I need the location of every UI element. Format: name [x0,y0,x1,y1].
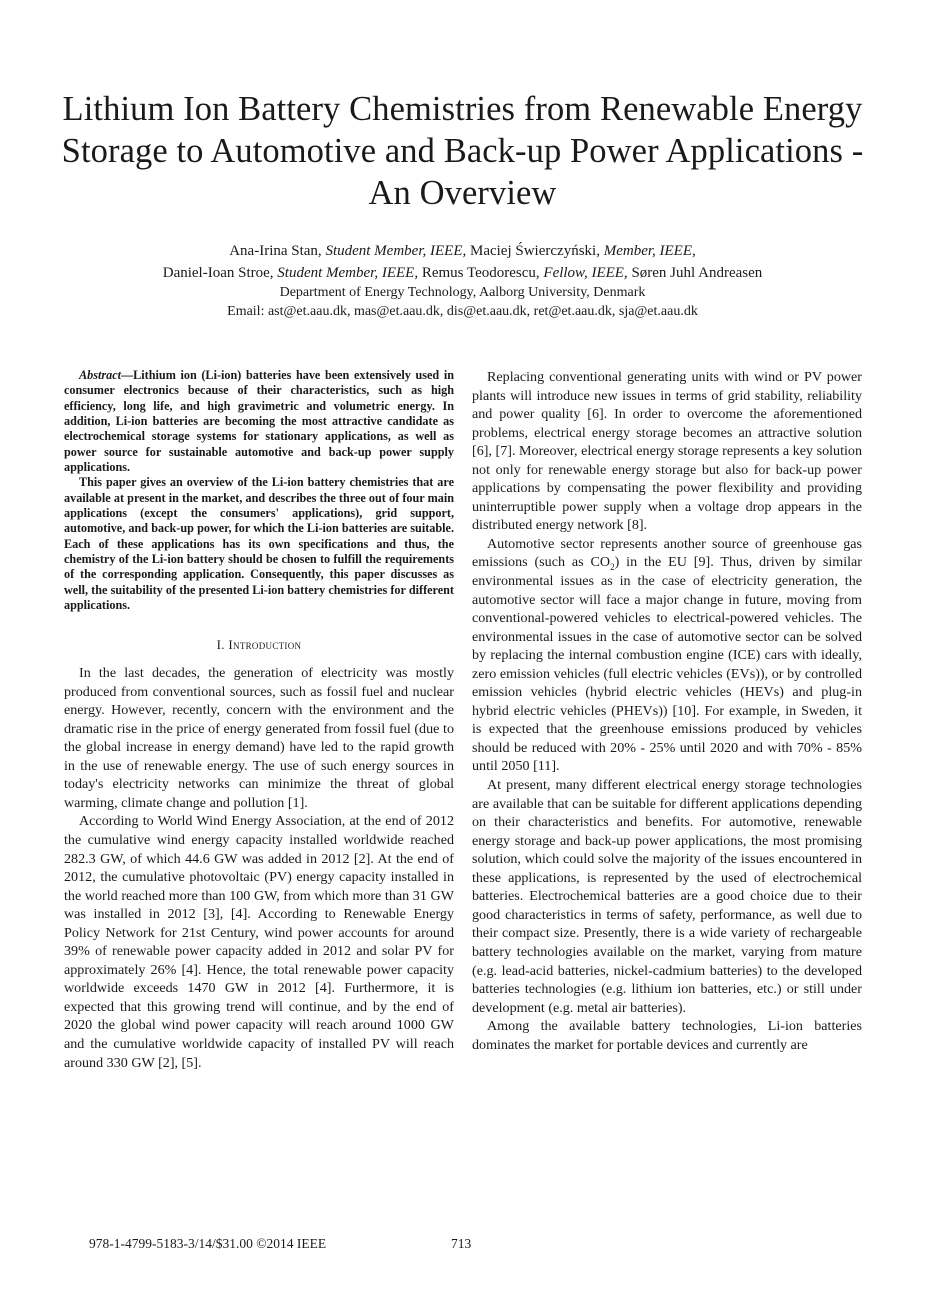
author-role: Fellow, IEEE, [543,265,628,281]
right-paragraph-4: Among the available battery technologies, Li-ion batteries dominates the market for portable devices and currently are [472,1018,862,1053]
author-role: Student Member, IEEE, [277,265,419,281]
author-emails: Email: ast@et.aau.dk, mas@et.aau.dk, dis@et.aau.dk, ret@et.aau.dk, sja@et.aau.dk [227,304,698,319]
page-number: 713 [451,1236,472,1251]
author-line-2 [40,263,885,283]
author-role: Student Member, IEEE, [325,243,467,259]
author-name: Daniel-Ioan Stroe, [162,265,274,281]
affiliation: Department of Energy Technology, Aalborg University, Denmark [279,285,646,300]
author-role: Member, IEEE, [603,243,696,259]
author-name: Ana-Irina Stan, [229,243,322,259]
paper-title: Lithium Ion Battery Chemistries from Renewable Energy Storage to Automotive and Back-up Power Applications - An Overview [61,90,864,212]
author-block [40,241,885,321]
intro-paragraph-2: According to World Wind Energy Association, at the end of 2012 the cumulative wind energy capacity installed worldwide reached 282.3 GW, of which 44.6 GW was added in 2012 [2]. At the end of 2012, the cumulative photovoltaic (PV) energy capacity installed in the world reached more than 100 GW, from which more than 31 GW was installed in 2012 [3], [4]. According to Renewable Energy Policy Network for 21st Century, wind power accounts for around 39% of renewable power capacity added in 2012 and solar PV for approximately 26% [4]. Hence, the total renewable power capacity worldwide exceeds 1470 GW in 2012 [4]. Furthermore, it is expected that this growing trend will continue, and by the end of 2020 the global wind power capacity will reach around 1000 GW and the cumulative worldwide capacity of installed PV will reach around 330 GW [2], [5]. [64,813,454,1071]
author-line-1 [40,241,885,261]
author-name: Maciej Świerczyński, [469,243,600,259]
abstract-paragraph-2: This paper gives an overview of the Li-ion battery chemistries that are available at present in the market, and describes the three out of four main applications (except the consumers' applications), grid support, automotive, and back-up power, for which the Li-ion batteries are suitable. Each of these applications has its own specifications and thus, the chemistry of the Li-ion battery should be chosen to fulfill the requirements of the corresponding application. Consequently, this paper discusses as well, the suitability of the presented Li-ion battery chemistries for different applications. [64,475,454,613]
right-column [472,368,862,1054]
abstract-paragraph-1: Abstract—Lithium ion (Li-ion) batteries have been extensively used in consumer electronics because of their characteristics, such as high efficiency, long life, and high gravimetric and volumetric energy. In addition, Li-ion batteries are becoming the most attractive candidate as electrochemical storage systems for stationary applications, as well as power source for sustainable automotive and back-up power supply applications. [64,368,454,475]
abstract-label: Abstract [79,368,121,382]
author-name: Søren Juhl Andreasen [631,265,763,281]
copyright-footer: 978-1-4799-5183-3/14/$31.00 ©2014 IEEE [89,1236,327,1251]
right-paragraph-3: At present, many different electrical energy storage technologies are available that can be suitable for different applications depending on their characteristics and benefits. For automotive, renewable energy storage and back-up power applications, the most promising solution, which could solve the majority of the issues encountered in these applications, is represented by the used of electrochemical batteries. Electrochemical batteries are a good choice due to their good characteristics in terms of safety, performance, as well due to their compact size. Presently, there is a wide variety of rechargeable battery technologies available on the market, varying from mature (e.g. lead-acid batteries, nickel-cadmium batteries) to the developed batteries technologies (e.g. lithium ion batteries, etc.) or still under development (e.g. metal air batteries). [472,777,862,1016]
author-name: Remus Teodorescu, [421,265,540,281]
section-heading-introduction: I. Introduction [216,636,302,652]
intro-paragraph-1: In the last decades, the generation of electricity was mostly produced from conventional sources, such as fossil fuel and nuclear energy. However, recently, concern with the environment and the dramatic rise in the price of energy generated from fossil fuel (due to the global increase in energy demand) have led to the rapid growth in the use of renewable energy. The use of such energy sources in today's electricity networks can minimize the threat of global warming, climate change and pollution [1]. [64,665,454,811]
left-column [64,368,454,1072]
abstract [64,368,454,614]
right-paragraph-1: Replacing conventional generating units with wind or PV power plants will introduce new issues in terms of grid stability, reliability and power quality [6]. In order to overcome the aforementioned problems, electrical energy storage becomes an attractive solution [6], [7]. Moreover, electrical energy storage represents a key solution not only for renewable energy storage but also for back-up power applications by compensating the power flexibility and providing uninterruptible power supply when a voltage drop appears in the distributed energy network [8]. [472,369,862,534]
right-paragraph-2: Automotive sector represents another source of greenhouse gas emissions (such as $CO_2$) in the EU [9]. Thus, driven by similar environmental issues as in the case of electricity generation, the automotive sector will face a major change in future, moving from conventional-powered vehicles to electrical-powered vehicles. The environmental issues in the case of automotive sector can be solved by replacing the internal combustion engine (ICE) cars with ideally, zero emission vehicles (full electric vehicles (EVs)), or by controlled emission vehicles (hybrid electric vehicles (HEVs) and plug-in hybrid electric vehicles (PHEVs)) [10]. For example, in Sweden, it is expected that the greenhouse emissions produced by vehicles should be reduced with 20% - 25% until 2020 and with 70% - 85% until 2050 [11]. [472,535,862,775]
